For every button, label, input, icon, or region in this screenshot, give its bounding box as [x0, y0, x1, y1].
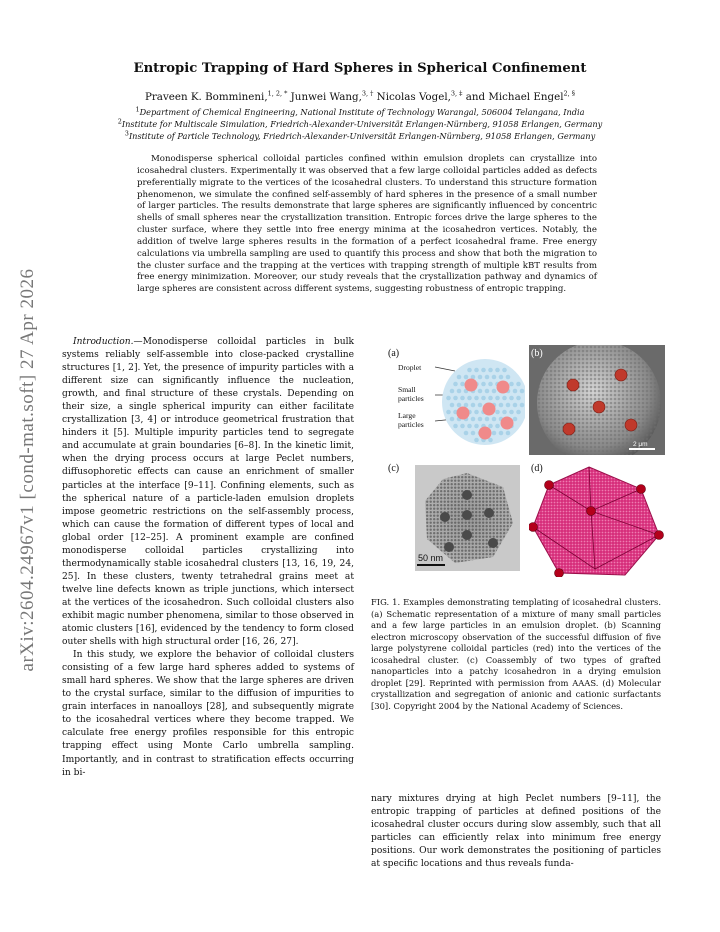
affiliation-text: Institute for Multiscale Simulation, Friedrich-Alexander-Universität Erlangen-Nürnberg, 91058 Erlangen, Germany [121, 119, 603, 129]
small-particle [513, 389, 518, 394]
large-particle [501, 417, 514, 430]
small-particle [495, 410, 500, 415]
icosahedron-render [529, 465, 665, 577]
small-particle [502, 410, 507, 415]
sem-large-particle [563, 423, 575, 435]
large-particle [479, 427, 492, 440]
small-particle [488, 438, 493, 443]
icosahedron-vertex [545, 481, 554, 490]
schematic-droplet [385, 345, 525, 455]
small-particle [488, 382, 493, 387]
small-particle [481, 368, 486, 373]
small-particle [478, 375, 483, 380]
tem-patch [444, 542, 454, 552]
small-particle [488, 396, 493, 401]
small-particle [464, 431, 469, 436]
affiliation-text: Department of Chemical Engineering, National Institute of Technology Warangal, 506004 Telangana, India [139, 107, 585, 117]
small-particle [506, 403, 511, 408]
paragraph: In this study, we explore the behavior of colloidal clusters consisting of a few large hard spheres added to systems of small hard spheres. We show that the large spheres are driven to the crystal surface, similar to the diffusion of impurities to grain interfaces in nanoalloys [28], and subsequently migrate to the icosahedral vertices where they become trapped. We calculate free energy profiles responsible for this entropic trapping effect using Monte Carlo umbrella sampling. Importantly, and in contrast to stratification effects occurring in bi- [62, 650, 354, 778]
tem-patch [462, 510, 472, 520]
sem-image [529, 345, 665, 455]
author-sup: 3, ‡ [450, 89, 463, 98]
arxiv-id: arXiv:2604.24967v1 [cond-mat.soft] 27 Apr 2026 [17, 268, 38, 672]
small-particle [474, 410, 479, 415]
small-particle [457, 375, 462, 380]
author-name: Junwei Wang, [287, 91, 362, 103]
small-particle [467, 396, 472, 401]
affiliation-sup: 1 [135, 105, 140, 114]
tem-patch [462, 490, 472, 500]
icosahedron-vertex [529, 523, 538, 532]
sem-large-particle [615, 369, 627, 381]
large-particle [457, 407, 470, 420]
paragraph [62, 336, 354, 649]
small-particle [513, 403, 518, 408]
arxiv-sidebar [8, 250, 48, 690]
small-particle [506, 431, 511, 436]
small-particle [506, 375, 511, 380]
icosahedron-vertex [637, 485, 646, 494]
left-column [62, 336, 354, 780]
small-particle [464, 375, 469, 380]
small-particle [467, 368, 472, 373]
small-particle [474, 438, 479, 443]
small-particle [481, 382, 486, 387]
affiliation-sup: 2 [117, 117, 122, 126]
small-particle [495, 424, 500, 429]
small-particle [520, 403, 525, 408]
small-particle [446, 396, 451, 401]
paragraph-text: —Monodisperse colloidal particles in bulk systems reliably self-assemble into close-packed crystalline structures [1, 2]. Yet, the presence of impurity particles with a different size can significantly influence the nucleation, growth, and final structure of these crystals. Depending on their size, a single spherical impurity can either facilitate crystallization [3, 4] or introduce geometrical frustration that hinders it [5]. Multiple impurity particles tend to segregate and accumulate at grain boundaries [6–8]. In the kinetic limit, when the drying process occurs at large Peclet numbers, diffusophoretic effects can cause an enrichment of smaller particles at the interface [9–11]. Confining elements, such as the spherical nature of a particle-laden emulsion droplets impose geometric restrictions on the self-assembly process, which can cause the formation of different types of local and global order [12–25]. A prominent example are confined monodisperse colloidal particles crystallizing into thermodynamically stable icosahedral clusters [13, 16, 19, 24, 25]. In these clusters, twenty tetrahedral grains meet at twelve line defects known as triple junctions, which intersect at the vertices of the icosahedron. Such colloidal clusters also exhibit magic number phenomena, similar to those observed in atomic clusters [16], evidenced by the tendency to form closed outer shells with high structural order [16, 26, 27]. [62, 337, 354, 648]
paragraph: nary mixtures drying at high Peclet numbers [9–11], the entropic trapping of particles at defined positions of the icosahedral cluster occurs during slow assembly, such that all particles can efficiently relax into minimum free energy positions. Our work demonstrates the positioning of particles at specific locations and thus reveals funda- [371, 794, 661, 870]
small-particle [485, 375, 490, 380]
small-particle [457, 389, 462, 394]
tem-image [415, 465, 520, 571]
small-particle [516, 382, 521, 387]
small-particle [453, 382, 458, 387]
small-particle [460, 382, 465, 387]
small-particle [520, 389, 525, 394]
affiliation-sup: 3 [124, 129, 129, 138]
small-particle [492, 389, 497, 394]
author-list [0, 91, 720, 103]
scale-label: 50 nm [418, 553, 444, 563]
icosahedron-vertex [587, 507, 596, 516]
small-particle [492, 417, 497, 422]
small-particle [450, 417, 455, 422]
small-particle [499, 403, 504, 408]
abstract: Monodisperse spherical colloidal particles confined within emulsion droplets can crystallize into icosahedral clusters. Experimentally it was observed that a few large colloidal particles added as defects preferentially migrate to the vertices of the icosahedral clusters. To understand this structure formation phenomenon, we simulate the confined self-assembly of hard spheres in the presence of a small number of larger particles. The results demonstrate that large spheres are significantly influenced by concentric shells of small spheres near the crystallization transition. Entropic forces drive the large spheres to the cluster surface, where they settle into free energy minima at the icosahedron vertices. Notably, the addition of twelve large spheres results in the formation of a perfect icosahedral frame. Free energy calculations via umbrella sampling are used to quantify this process and show that both the migration to the cluster surface and the trapping at the vertices with trapping strength of multiple kBT results from free energy minimization. Moreover, our study reveals that the crystallization pathway and dynamics of large spheres are consistent across different systems, suggesting robustness of entropic trapping. [137, 154, 597, 295]
small-particle [495, 368, 500, 373]
right-column [371, 793, 661, 871]
small-particle [516, 396, 521, 401]
affiliation [0, 107, 720, 117]
panel-label-c: (c) [388, 463, 400, 474]
sem-large-particle [625, 419, 637, 431]
author-sup: 2, § [563, 89, 576, 98]
sem-large-particle [567, 379, 579, 391]
small-particle [509, 396, 514, 401]
small-particle [485, 417, 490, 422]
small-particle [492, 375, 497, 380]
figure-caption: FIG. 1. Examples demonstrating templating of icosahedral clusters. (a) Schematic representation of a mixture of many small particles and a few large particles in an emulsion droplet. (b) Scanning electron microscopy observation of the successful diffusion of five large polystyrene colloidal particles (red) into the vertices of the icosahedral cluster. (c) Coassembly of two types of grafted nanoparticles into a patchy icosahedron in a drying emulsion droplet [29]. Reprinted with permission from AAAS. (d) Molecular crystallization and segregation of anionic and cationic surfactants [30]. Copyright 2004 by the National Academy of Sciences. [371, 597, 661, 711]
small-particle [502, 396, 507, 401]
sem-texture [537, 345, 661, 455]
small-particle [464, 403, 469, 408]
affiliation [0, 119, 720, 129]
small-particle [509, 410, 514, 415]
small-particle [488, 424, 493, 429]
affiliation-text: Institute of Particle Technology, Friedrich-Alexander-Universität Erlangen-Nürnberg, 91058 Erlangen, Germany [128, 131, 596, 141]
scale-label: 2 μm [633, 441, 648, 448]
small-particle [485, 389, 490, 394]
droplet-pointer [435, 367, 455, 371]
droplet-label: Droplet [398, 363, 422, 372]
small-particle [450, 403, 455, 408]
intro-label: Introduction. [73, 337, 134, 347]
small-particle [471, 431, 476, 436]
small-particle [446, 410, 451, 415]
small-particle [499, 431, 504, 436]
large-particle [465, 379, 478, 392]
small-particle [474, 424, 479, 429]
sem-large-particle [593, 401, 605, 413]
panel-label-d: (d) [531, 463, 543, 474]
small-particle [478, 403, 483, 408]
tem-patch [484, 508, 494, 518]
small-particle [478, 389, 483, 394]
small-particle [453, 424, 458, 429]
tem-patch [488, 538, 498, 548]
paper-title: Entropic Trapping of Hard Spheres in Spherical Confinement [133, 61, 587, 76]
small-particle [467, 424, 472, 429]
small-particle [509, 382, 514, 387]
small-particle [471, 417, 476, 422]
small-particle [453, 396, 458, 401]
panel-label-a: (a) [388, 348, 400, 359]
panel-label-b: (b) [531, 348, 543, 359]
small-particle [492, 431, 497, 436]
tem-patch [462, 530, 472, 540]
small-particle [488, 368, 493, 373]
small-particle [502, 368, 507, 373]
small-particle [474, 396, 479, 401]
small-particle [474, 368, 479, 373]
small-particle [457, 403, 462, 408]
small-particle [460, 424, 465, 429]
tem-patch [440, 512, 450, 522]
icosahedron-vertex [555, 569, 564, 578]
author-name: Praveen K. Bommineni, [144, 91, 268, 103]
large-particle [497, 381, 510, 394]
small-particles-label: Small particles [398, 385, 424, 403]
author-name: Nicolas Vogel, [373, 91, 451, 103]
affiliation [0, 131, 720, 141]
figure-1 [385, 345, 667, 583]
small-particle [516, 410, 521, 415]
small-particle [495, 396, 500, 401]
large-particle [483, 403, 496, 416]
large-particles-label: Large particles [398, 411, 424, 429]
small-particle [499, 375, 504, 380]
icosahedron-vertex [655, 531, 664, 540]
small-particle [450, 389, 455, 394]
author-sup: 3, † [361, 89, 374, 98]
small-particle [513, 417, 518, 422]
small-particle [460, 396, 465, 401]
small-particle [478, 417, 483, 422]
small-particle [471, 403, 476, 408]
author-name: and Michael Engel [462, 91, 564, 103]
author-sup: 1, 2, * [267, 89, 288, 98]
small-particle [481, 396, 486, 401]
